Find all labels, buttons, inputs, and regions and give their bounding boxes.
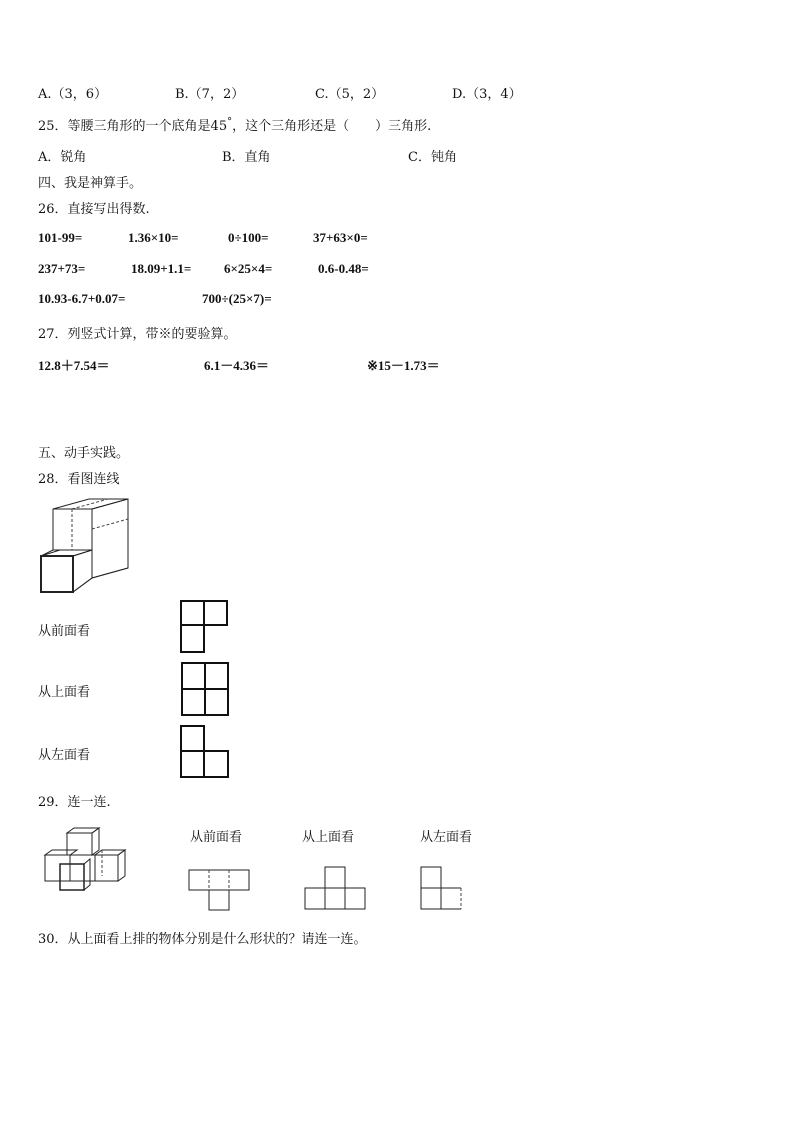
q27-item: 6.1－4.36＝	[204, 358, 270, 373]
q26-item: 0÷100=	[228, 230, 269, 245]
q28-label-front: 从前面看	[38, 624, 91, 639]
q25-stem	[38, 115, 431, 134]
q29-3d-figure	[42, 826, 132, 896]
q29-title: 29．连一连.	[38, 795, 111, 810]
q30-title: 30．从上面看上排的物体分别是什么形状的？请连一连。	[38, 932, 367, 947]
q25-stem-a: 25．等腰三角形的一个底角是45	[38, 119, 228, 134]
q25-option-b: B．直角	[222, 150, 271, 165]
section-4-heading: 四、我是神算手。	[38, 176, 143, 191]
section-5-heading: 五、动手实践。	[38, 446, 130, 461]
q29-view-front[interactable]	[188, 869, 252, 913]
q24-option-d: D.（3，4）	[452, 87, 522, 102]
q25-degree: °	[227, 116, 233, 128]
q26-item: 10.93-6.7+0.07=	[38, 291, 126, 306]
q24-option-a: A.（3，6）	[38, 87, 108, 102]
q27-title: 27．列竖式计算，带※的要验算。	[38, 327, 237, 342]
q24-option-b: B.（7，2）	[175, 87, 245, 102]
q28-label-top: 从上面看	[38, 685, 91, 700]
q28-view-c[interactable]	[180, 725, 232, 779]
q28-view-b[interactable]	[181, 662, 231, 718]
q26-title: 26．直接写出得数.	[38, 202, 150, 217]
q26-item: 237+73=	[38, 261, 86, 276]
q26-item: 37+63×0=	[313, 230, 368, 245]
q28-title: 28．看图连线	[38, 472, 120, 487]
q29-header-top: 从上面看	[302, 830, 355, 845]
q26-item: 6×25×4=	[224, 261, 273, 276]
q29-view-left[interactable]	[420, 866, 466, 912]
q27-item: 12.8＋7.54＝	[38, 358, 110, 373]
q28-view-a[interactable]	[180, 600, 230, 654]
q29-header-front: 从前面看	[190, 830, 243, 845]
q26-item: 18.09+1.1=	[131, 261, 192, 276]
q27-item: ※15－1.73＝	[367, 358, 440, 373]
q26-item: 1.36×10=	[128, 230, 179, 245]
q24-option-c: C.（5，2）	[315, 87, 385, 102]
q28-3d-figure	[38, 494, 138, 594]
q26-item: 700÷(25×7)=	[202, 291, 272, 306]
q26-item: 101-99=	[38, 230, 83, 245]
q25-stem-b: ，这个三角形还是（ ）三角形.	[232, 119, 432, 134]
q28-label-left: 从左面看	[38, 748, 91, 763]
q29-view-top[interactable]	[304, 866, 368, 912]
q25-option-a: A．锐角	[38, 150, 87, 165]
q25-option-c: C．钝角	[408, 150, 457, 165]
q26-item: 0.6-0.48=	[318, 261, 369, 276]
q29-header-left: 从左面看	[420, 830, 473, 845]
